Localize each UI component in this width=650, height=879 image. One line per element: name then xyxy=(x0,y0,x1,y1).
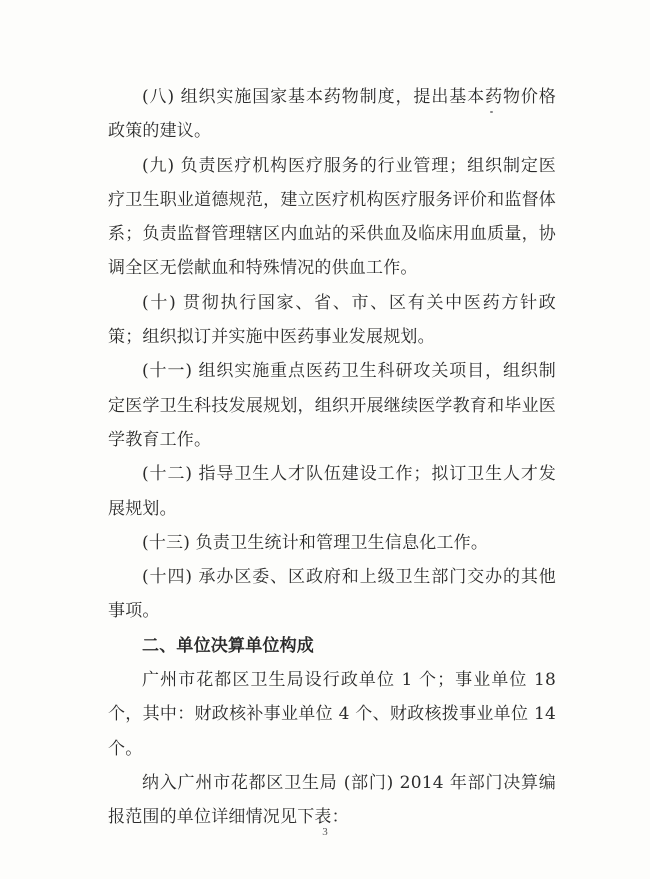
paragraph-item-14: (十四) 承办区委、区政府和上级卫生部门交办的其他事项。 xyxy=(108,567,556,622)
paragraph-item-12: (十二) 指导卫生人才队伍建设工作；拟订卫生人才发展规划。 xyxy=(108,464,556,519)
paragraph-item-13: (十三) 负责卫生统计和管理卫生信息化工作。 xyxy=(142,532,489,553)
section-heading: 二、单位决算单位构成 xyxy=(142,635,314,656)
unit-scope-paragraph: 纳入广州市花都区卫生局 (部门) 2014 年部门决算编报范围的单位详细情况见下表： xyxy=(108,772,556,828)
paragraph-item-11: (十一) 组织实施重点医药卫生科研攻关项目，组织制定医学卫生科技发展规划，组织开展继续医学教育和毕业医学教育工作。 xyxy=(108,361,556,450)
paragraph-item-10: (十) 贯彻执行国家、省、市、区有关中医药方针政策；组织拟订并实施中医药事业发展规划。 xyxy=(108,292,556,348)
paragraph-item-8: (八) 组织实施国家基本药物制度，提出基本药物价格政策的建议。 xyxy=(108,87,556,142)
page-number: 3 xyxy=(322,826,328,838)
document-body xyxy=(108,80,556,835)
unit-composition-paragraph: 广州市花都区卫生局设行政单位 1 个；事业单位 18 个，其中：财政核补事业单位 4 个、财政核拨事业单位 14 个。 xyxy=(108,670,556,759)
paragraph-item-9: (九) 负责医疗机构医疗服务的行业管理；组织制定医疗卫生职业道德规范，建立医疗机构医疗服务评价和监督体系；负责监督管理辖区内血站的采供血及临床用血质量，协调全区无偿献血和特殊情况的供血工作。 xyxy=(108,155,556,279)
